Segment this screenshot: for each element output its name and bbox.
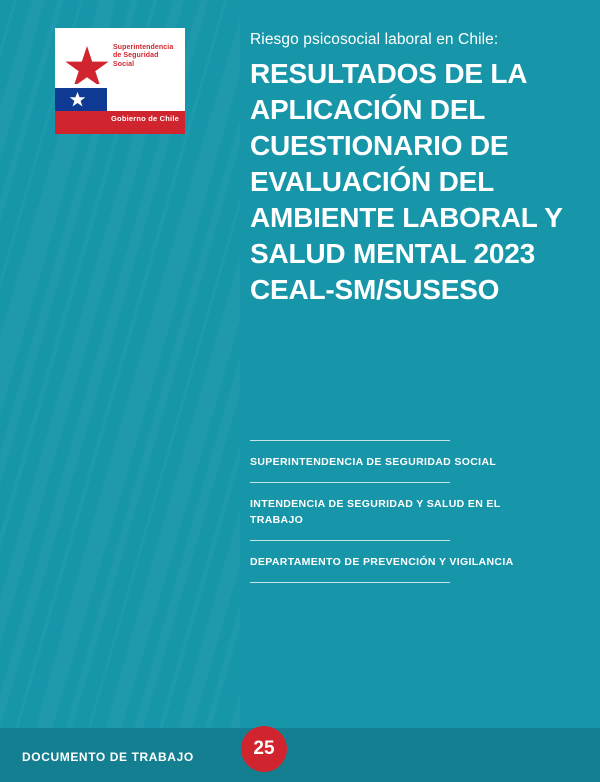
footer-label: DOCUMENTO DE TRABAJO [22,750,194,764]
logo-org-line-3: Social [113,60,135,68]
divider [250,582,450,583]
page-title: RESULTADOS DE LA APLICACIÓN DEL CUESTIONARIO DE EVALUACIÓN DEL AMBIENTE LABORAL Y SALUD MENTAL 2023 CEAL-SM/SUSESO [250,58,563,305]
star-icon [65,44,109,84]
credit-item: DEPARTAMENTO DE PREVENCIÓN Y VIGILANCIA [250,556,514,568]
chilean-flag [55,88,185,134]
logo-government-label: Gobierno de Chile [111,114,179,123]
logo-org-name [113,44,179,69]
credit-item: SUPERINTENDENCIA DE SEGURIDAD SOCIAL [250,456,497,468]
government-logo [55,28,185,134]
document-number-badge: 25 [241,726,287,772]
document-kicker: Riesgo psicosocial laboral en Chile: [250,31,499,48]
flag-white-stripe [107,88,185,111]
logo-org-line-1: Superintendencia [113,44,174,51]
credit-item: INTENDENCIA DE SEGURIDAD Y SALUD EN EL TRABAJO [250,498,501,526]
logo-org-line-2: de Seguridad [113,52,159,60]
flag-star-icon [69,91,86,108]
credits-block [250,440,514,583]
